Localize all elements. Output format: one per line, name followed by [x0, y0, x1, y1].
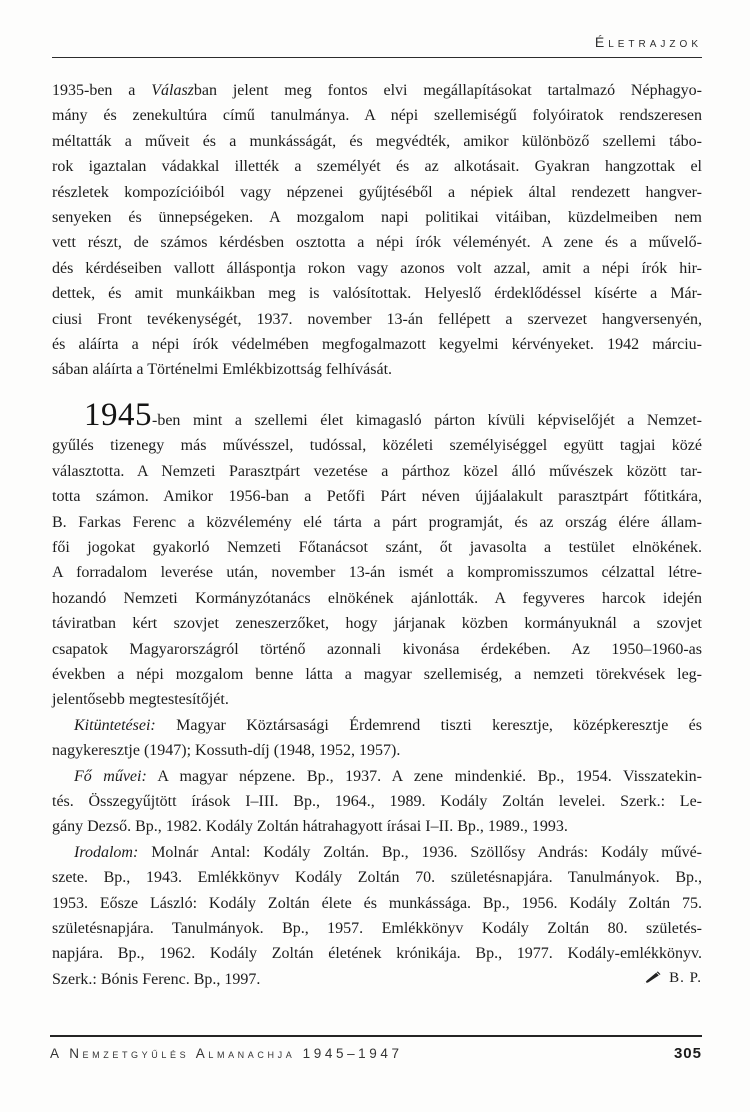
body-text: tés. Összegyűjtött írások I–III. Bp., 1964., 1989. Kodály Zoltán levelei. Szerk.: Le-	[52, 792, 702, 810]
text-line	[52, 840, 702, 865]
header-rule	[52, 57, 702, 58]
footer-rule	[50, 1035, 702, 1037]
footer-book-title: A Nemzetgyűlés Almanachja 1945–1947	[50, 1046, 403, 1061]
body-text: táviratban kért szovjet zeneszerzőket, hogy járjanak közben kormányuknál a szovjet	[52, 615, 702, 633]
text-line	[52, 459, 702, 484]
text-line	[52, 865, 702, 890]
text-line	[52, 662, 702, 687]
body-text: sában aláírta a Történelmi Emlékbizottság felhívását.	[52, 361, 393, 379]
text-line	[52, 180, 702, 205]
italic-text: Irodalom:	[74, 843, 139, 861]
paragraph	[52, 840, 702, 992]
body-text: A magyar népzene. Bp., 1937. A zene mindenkié. Bp., 1954. Visszatekin-	[146, 767, 702, 785]
body-text: dés kérdéseiben vallott álláspontja rokon vagy azonos volt azzal, amit a népi írók hir-	[52, 259, 702, 277]
body-text: B. Farkas Ferenc a közvélemény elé tárta a párt programját, és az ország élére állam-	[52, 513, 702, 531]
text-line	[52, 307, 702, 332]
body-text: születésnapjára. Tanulmányok. Bp., 1957. Emlékkönyv Kodály Zoltán 80. születés-	[52, 920, 702, 937]
text-line	[52, 586, 702, 611]
body-text: totta számon. Amikor 1956-ban a Petőfi Párt néven újjáalakult parasztpárt főtitkára,	[52, 488, 702, 506]
body-text: ban jelent meg fontos elvi megállapításokat tartalmazó Néphagyo-	[193, 82, 703, 99]
body-text: választotta. A Nemzeti Parasztpárt vezetése a párthoz közel álló művészek között tar-	[52, 462, 702, 480]
text-line	[52, 129, 702, 154]
body-text: szete. Bp., 1943. Emlékkönyv Kodály Zoltán 70. születésnapjára. Tanulmányok. Bp.,	[52, 869, 702, 887]
paragraph	[52, 764, 702, 840]
text-line	[52, 814, 702, 839]
body-text: Szerk.: Bónis Ferenc. Bp., 1997.	[52, 970, 261, 988]
text-line	[52, 891, 702, 916]
body-text: években a népi mozgalom benne látta a magyar szellemiség, a nemzeti törekvések leg-	[52, 665, 702, 683]
body-text: A forradalom leverése után, november 13-án ismét a kompromisszumos célzattal létre-	[52, 564, 702, 582]
paragraph	[52, 396, 702, 713]
text-line	[52, 637, 702, 662]
body-text: mány és zenekultúra című tanulmánya. A népi szellemiségű folyóiratok rendszeresen	[52, 107, 702, 125]
pen-icon	[643, 971, 663, 985]
text-line	[52, 764, 702, 789]
body-text: gány Dezső. Bp., 1982. Kodály Zoltán hátrahagyott írásai I–II. Bp., 1989., 1993.	[52, 818, 568, 836]
text-line	[52, 535, 702, 560]
text-line	[52, 713, 702, 738]
text-line	[52, 611, 702, 636]
body-text: nagykeresztje (1947); Kossuth-díj (1948, 1952, 1957).	[52, 742, 401, 760]
signature	[643, 970, 702, 987]
page-footer	[50, 1035, 702, 1062]
text-line	[52, 687, 702, 712]
italic-text: Fő művei:	[74, 767, 147, 785]
text-line	[52, 941, 702, 966]
text-line	[52, 967, 702, 992]
text-line	[52, 332, 702, 357]
body-text: dettek, és amit munkáikban meg is valósítottak. Helyeslő érdeklődéssel kísérte a Már-	[52, 285, 702, 303]
text-line	[52, 789, 702, 814]
signature-initials: B. P.	[669, 969, 702, 986]
text-line	[52, 357, 702, 382]
text-line	[52, 281, 702, 306]
body-text: méltatták a műveit és a munkásságát, és megvédték, amikor különböző szellemi tábo-	[52, 132, 702, 150]
text-line	[52, 154, 702, 179]
article	[52, 78, 702, 992]
body-text: jelentősebb megtestesítőjét.	[52, 691, 229, 709]
italic-text: Válasz	[151, 82, 194, 99]
body-text: csapatok Magyarországról történő azonnali kivonása érdekében. Az 1950–1960-as	[52, 640, 702, 658]
text-line	[52, 103, 702, 128]
text-line	[52, 230, 702, 255]
body-text: 1953. Eősze László: Kodály Zoltán élete és munkássága. Bp., 1956. Kodály Zoltán 75.	[52, 894, 702, 912]
drop-year: 1945	[84, 396, 152, 433]
text-line	[52, 738, 702, 763]
text-line	[52, 78, 702, 103]
italic-text: Kitüntetései:	[74, 716, 156, 734]
text-line	[52, 205, 702, 230]
body-text: vett részt, de számos kérdésben osztotta a népi írók véleményét. A zene és a művelő-	[52, 234, 702, 252]
body-text: hozandó Nemzeti Kormányzótanács elnökének ajánlották. A fegyveres harcok idején	[52, 589, 702, 607]
body-text: Molnár Antal: Kodály Zoltán. Bp., 1936. Szöllősy András: Kodály művé-	[138, 843, 702, 861]
text-line	[52, 396, 702, 433]
text-line	[52, 484, 702, 509]
body-text: 1935-ben a	[52, 82, 152, 99]
body-text: -ben mint a szellemi élet kimagasló párton kívüli képviselőjét a Nemzet-	[152, 411, 702, 429]
body-text: Magyar Köztársasági Érdemrend tiszti keresztje, középkeresztje és	[155, 716, 702, 734]
page-header	[52, 34, 702, 58]
text-line	[52, 916, 702, 941]
text-line	[52, 433, 702, 458]
text-line	[52, 510, 702, 535]
page-number: 305	[673, 1045, 702, 1062]
paragraph	[52, 713, 702, 764]
body-text: fői jogokat gyakorló Nemzeti Főtanácsot szánt, őt javasolta a testület elnökének.	[52, 538, 702, 556]
text-line	[52, 560, 702, 585]
body-text: gyűlés tizenegy más művésszel, tudóssal, közéleti személyiséggel együtt tagjai közé	[52, 437, 702, 455]
body-text: részletek kompozícióiból vagy népzenei gyűjtéséből a népiek által rendezett hangver-	[52, 183, 702, 201]
body-text: rok igaztalan vádakkal illették a személyét és az alkotásait. Gyakran hangzottak el	[52, 158, 702, 176]
text-line	[52, 256, 702, 281]
header-title: Életrajzok	[594, 34, 702, 50]
body-text: ciusi Front tevékenységét, 1937. november 13-án fellépett a szervezet hangversenyén,	[52, 310, 702, 328]
paragraph	[52, 78, 702, 383]
body-text: napjára. Bp., 1962. Kodály Zoltán életének krónikája. Bp., 1977. Kodály-emlékkönyv.	[52, 945, 702, 963]
body-text: és aláírta a népi írók védelmében megfogalmazott kegyelmi kérvényeket. 1942 márciu-	[52, 336, 702, 354]
body-text: senyeken és ünnepségeken. A mozgalom napi politikai vitáiban, küzdelmeiben nem	[52, 209, 702, 227]
